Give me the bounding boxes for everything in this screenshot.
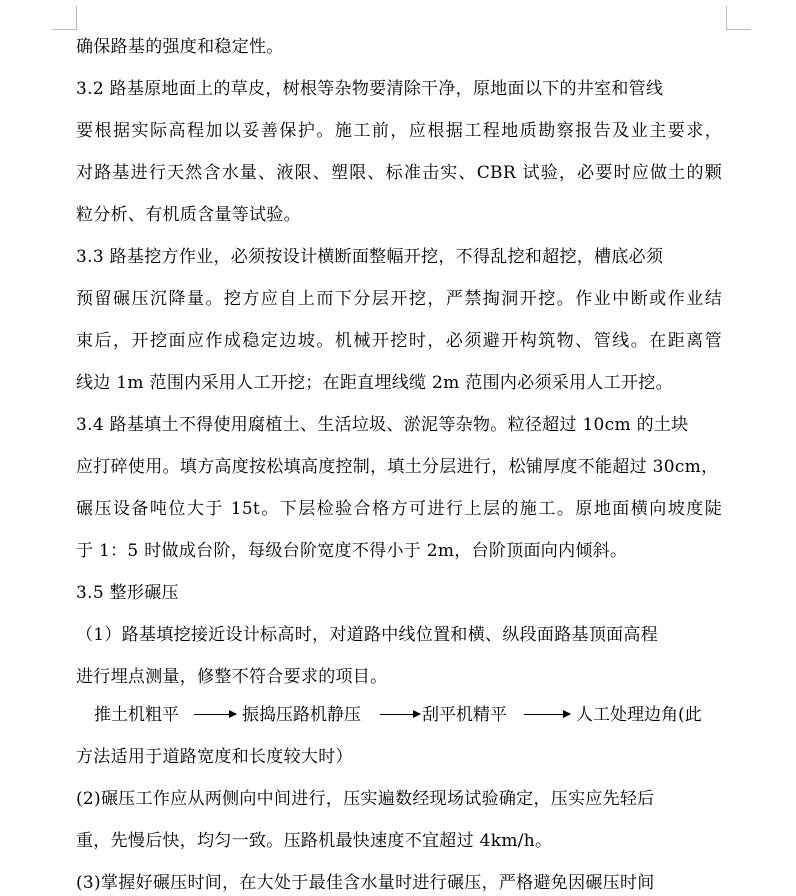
arrow-right-icon <box>194 714 236 715</box>
text-line: 碾压设备吨位大于 15t。下层检验合格方可进行上层的施工。原地面横向坡度陡 <box>76 499 722 519</box>
text-line: 3.4 路基填土不得使用腐植土、生活垃圾、淤泥等杂物。粒径超过 10cm 的土块 <box>76 415 689 435</box>
text-line: 预留碾压沉降量。挖方应自上而下分层开挖，严禁掏洞开挖。作业中断或作业结 <box>76 289 722 309</box>
text-line: 于 1：5 时做成台阶，每级台阶宽度不得小于 2m，台阶顶面向内倾斜。 <box>76 541 628 561</box>
arrow-right-icon <box>380 714 420 715</box>
text-line: （1）路基填挖接近设计标高时，对道路中线位置和横、纵段面路基顶面高程 <box>76 625 659 645</box>
text-line: 粒分析、有机质含量等试验。 <box>76 205 301 225</box>
text-line: 对路基进行天然含水量、液限、塑限、标准击实、CBR 试验，必要时应做土的颗 <box>76 163 722 183</box>
text-line: 方法适用于道路宽度和长度较大时） <box>76 747 353 767</box>
text-line: 线边 1m 范围内采用人工开挖；在距直埋线缆 2m 范围内必须采用人工开挖。 <box>76 373 673 393</box>
text-line: 3.2 路基原地面上的草皮，树根等杂物要清除干净，原地面以下的井室和管线 <box>76 79 664 99</box>
flow-step: 推土机粗平 <box>94 705 179 725</box>
text-line: 进行埋点测量，修整不符合要求的项目。 <box>76 667 388 687</box>
text-line: 3.3 路基挖方作业，必须按设计横断面整幅开挖，不得乱挖和超挖，槽底必须 <box>76 247 664 267</box>
text-line: 要根据实际高程加以妥善保护。施工前，应根据工程地质勘察报告及业主要求， <box>76 121 722 141</box>
text-line: (2)碾压工作应从两侧向中间进行，压实遍数经现场试验确定，压实应先轻后 <box>76 789 655 809</box>
flow-step: 刮平机精平 <box>422 705 507 725</box>
crop-mark <box>52 29 77 30</box>
text-line: (3)掌握好碾压时间，在大处于最佳含水量时进行碾压，严格避免因碾压时间 <box>76 873 655 893</box>
crop-mark <box>726 29 751 30</box>
process-flow <box>76 702 726 728</box>
section-heading: 3.5 整形碾压 <box>76 583 179 603</box>
text-line: 确保路基的强度和稳定性。 <box>76 37 284 57</box>
text-line: 束后，开挖面应作成稳定边坡。机械开挖时，必须避开构筑物、管线。在距离管 <box>76 331 722 351</box>
crop-mark <box>726 6 727 30</box>
arrow-right-icon <box>524 714 570 715</box>
text-line: 应打碎使用。填方高度按松填高度控制，填土分层进行，松铺厚度不能超过 30cm， <box>76 457 719 477</box>
text-line: 重，先慢后快，均匀一致。压路机最快速度不宜超过 4km/h。 <box>76 831 553 851</box>
crop-mark <box>76 6 77 30</box>
flow-step: 人工处理边角(此 <box>576 705 702 725</box>
flow-step: 振捣压路机静压 <box>242 705 361 725</box>
